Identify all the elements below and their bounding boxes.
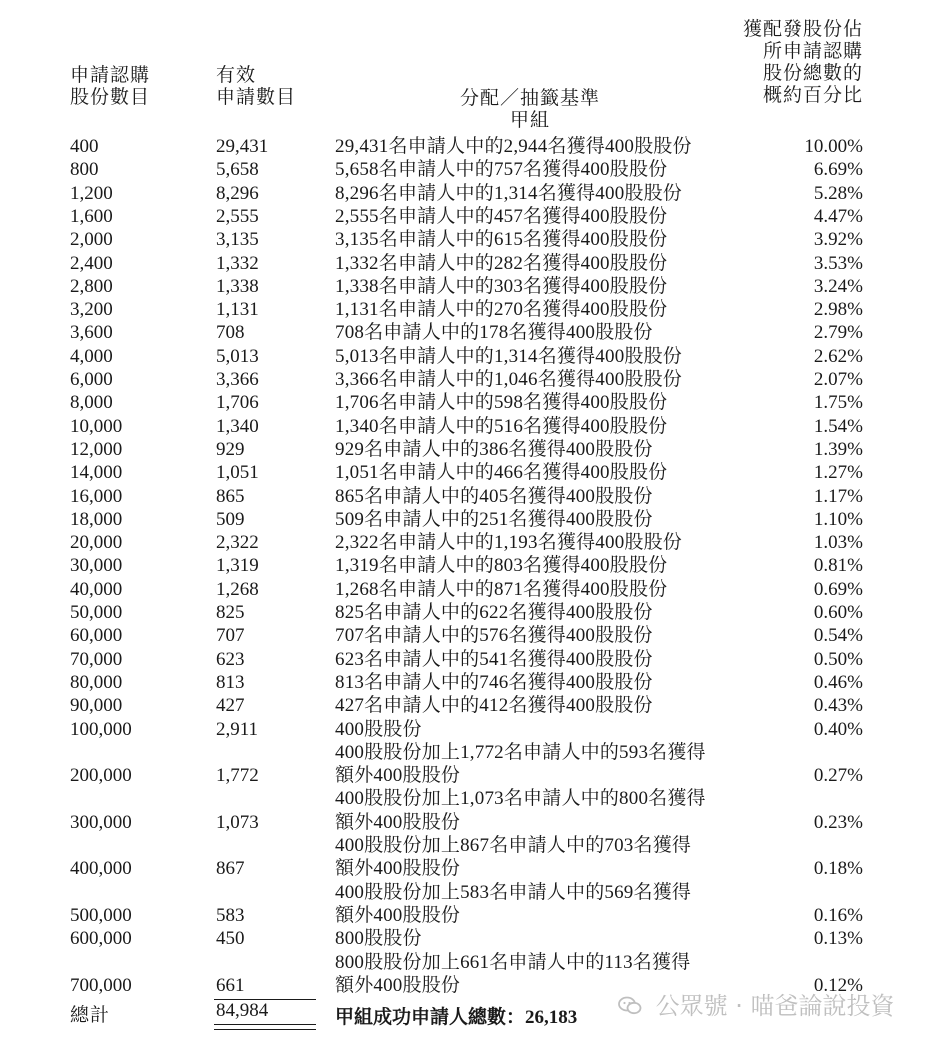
percentage-cell: 0.60% bbox=[813, 602, 863, 623]
allocation-basis-line: 29,431名申請人中的2,944名獲得400股股份 bbox=[335, 136, 692, 157]
shares-applied-cell: 50,000 bbox=[70, 602, 123, 623]
table-row bbox=[0, 554, 929, 577]
percentage-cell: 0.50% bbox=[813, 648, 863, 670]
valid-applications-cell: 3,135 bbox=[216, 229, 259, 251]
shares-applied-cell: 300,000 bbox=[70, 811, 132, 833]
valid-applications-cell: 5,658 bbox=[216, 159, 259, 181]
allocation-basis-line: 1,332名申請人中的282名獲得400股股份 bbox=[335, 252, 668, 274]
shares-applied-cell: 1,600 bbox=[70, 205, 113, 227]
percentage-cell: 4.47% bbox=[813, 205, 863, 227]
valid-applications-cell: 1,340 bbox=[216, 415, 259, 437]
allocation-basis-line: 708名申請人中的178名獲得400股股份 bbox=[335, 322, 653, 344]
percentage-cell: 2.07% bbox=[813, 369, 863, 390]
valid-applications-cell: 707 bbox=[216, 625, 245, 647]
table-row bbox=[0, 927, 929, 950]
table-row bbox=[0, 741, 929, 788]
total-successful-count: 26,183 bbox=[525, 1007, 578, 1028]
table-row bbox=[0, 415, 929, 438]
total-double-rule bbox=[214, 1029, 316, 1030]
allocation-basis-line: 400股股份加上1,073名申請人中的800名獲得 bbox=[335, 788, 706, 810]
table-row bbox=[0, 834, 929, 881]
header-line: 有效 bbox=[216, 64, 257, 86]
shares-applied-cell: 2,000 bbox=[70, 229, 113, 251]
valid-applications-cell: 1,268 bbox=[216, 578, 259, 600]
allocation-basis-line: 額外400股股份 bbox=[335, 904, 461, 926]
percentage-cell: 3.92% bbox=[813, 229, 863, 251]
group-label: 甲組 bbox=[510, 109, 551, 131]
allocation-basis-line: 5,658名申請人中的757名獲得400股股份 bbox=[335, 159, 668, 181]
shares-applied-cell: 500,000 bbox=[70, 904, 132, 926]
shares-applied-cell: 700,000 bbox=[70, 974, 132, 996]
shares-applied-cell: 30,000 bbox=[70, 555, 123, 577]
shares-applied-cell: 3,200 bbox=[70, 299, 113, 321]
shares-applied-cell: 90,000 bbox=[70, 695, 123, 717]
allocation-basis-line: 800股股份 bbox=[335, 928, 422, 950]
header-valid-applications bbox=[216, 64, 296, 108]
valid-applications-cell: 1,706 bbox=[216, 392, 259, 414]
percentage-cell: 5.28% bbox=[813, 182, 863, 204]
percentage-cell: 1.54% bbox=[813, 415, 863, 437]
valid-applications-cell: 1,131 bbox=[216, 299, 259, 321]
total-double-rule bbox=[214, 1024, 316, 1025]
shares-applied-cell: 2,400 bbox=[70, 252, 113, 274]
valid-applications-cell: 509 bbox=[216, 508, 245, 530]
table-row bbox=[0, 578, 929, 601]
total-label: 總計 bbox=[70, 1004, 111, 1026]
percentage-cell: 0.69% bbox=[813, 578, 863, 600]
header-line: 股份總數的 bbox=[762, 62, 863, 84]
table-row bbox=[0, 182, 929, 205]
table-row bbox=[0, 135, 929, 158]
shares-applied-cell: 200,000 bbox=[70, 765, 132, 787]
valid-applications-cell: 1,051 bbox=[216, 462, 259, 484]
shares-applied-cell: 18,000 bbox=[70, 508, 123, 530]
shares-applied-cell: 800 bbox=[70, 159, 99, 181]
percentage-cell: 0.43% bbox=[813, 695, 863, 717]
allocation-basis-line: 額外400股股份 bbox=[335, 811, 461, 833]
percentage-cell: 1.39% bbox=[813, 438, 863, 460]
header-line: 所申請認購 bbox=[762, 40, 863, 62]
shares-applied-cell: 8,000 bbox=[70, 392, 113, 414]
percentage-cell: 0.54% bbox=[813, 625, 863, 647]
valid-applications-cell: 929 bbox=[216, 438, 245, 460]
valid-applications-cell: 29,431 bbox=[216, 136, 269, 157]
table-row bbox=[0, 205, 929, 228]
allocation-basis-line: 400股股份加上867名申請人中的703名獲得 bbox=[335, 835, 692, 856]
table-row bbox=[0, 298, 929, 321]
valid-applications-cell: 1,073 bbox=[216, 811, 259, 833]
table-row bbox=[0, 461, 929, 484]
header-line: 申請認購 bbox=[70, 64, 151, 86]
allocation-basis-line: 額外400股股份 bbox=[335, 974, 461, 996]
header-line: 獲配發股份佔 bbox=[742, 18, 863, 40]
table-row bbox=[0, 601, 929, 624]
shares-applied-cell: 400 bbox=[70, 136, 99, 157]
wechat-icon bbox=[618, 995, 642, 1017]
table-row bbox=[0, 345, 929, 368]
table-row bbox=[0, 368, 929, 391]
shares-applied-cell: 14,000 bbox=[70, 462, 123, 484]
percentage-cell: 0.40% bbox=[813, 718, 863, 740]
header-line: 申請數目 bbox=[216, 86, 297, 108]
table-row bbox=[0, 881, 929, 928]
percentage-cell: 0.16% bbox=[813, 904, 863, 926]
allocation-basis-line: 865名申請人中的405名獲得400股股份 bbox=[335, 485, 653, 507]
percentage-cell: 1.10% bbox=[813, 508, 863, 530]
percentage-cell: 0.46% bbox=[813, 671, 863, 693]
percentage-cell: 10.00% bbox=[804, 136, 863, 157]
header-line: 概約百分比 bbox=[762, 84, 863, 106]
percentage-cell: 1.75% bbox=[813, 392, 863, 414]
percentage-cell: 2.79% bbox=[813, 322, 863, 344]
valid-applications-cell: 8,296 bbox=[216, 182, 259, 204]
allocation-basis-line: 1,340名申請人中的516名獲得400股股份 bbox=[335, 415, 668, 437]
percentage-cell: 3.24% bbox=[813, 275, 863, 297]
percentage-cell: 0.13% bbox=[813, 928, 863, 950]
table-row bbox=[0, 158, 929, 181]
shares-applied-cell: 60,000 bbox=[70, 625, 123, 647]
allocation-basis-line: 427名申請人中的412名獲得400股股份 bbox=[335, 695, 653, 717]
percentage-cell: 2.98% bbox=[813, 299, 863, 321]
allocation-basis-line: 400股股份 bbox=[335, 718, 422, 740]
shares-applied-cell: 100,000 bbox=[70, 718, 132, 740]
allocation-basis-line: 2,322名申請人中的1,193名獲得400股股份 bbox=[335, 532, 683, 554]
table-row bbox=[0, 438, 929, 461]
valid-applications-cell: 5,013 bbox=[216, 345, 259, 367]
valid-applications-cell: 2,911 bbox=[216, 718, 259, 740]
percentage-cell: 6.69% bbox=[813, 159, 863, 181]
valid-applications-cell: 867 bbox=[216, 858, 245, 880]
table-row bbox=[0, 321, 929, 344]
shares-applied-cell: 4,000 bbox=[70, 345, 113, 367]
total-applications: 84,984 bbox=[216, 1000, 269, 1021]
valid-applications-cell: 3,366 bbox=[216, 369, 259, 390]
table-row bbox=[0, 531, 929, 554]
percentage-cell: 0.27% bbox=[813, 765, 863, 787]
header-line: 股份數目 bbox=[70, 86, 151, 108]
table-row bbox=[0, 485, 929, 508]
allocation-basis-line: 1,338名申請人中的303名獲得400股股份 bbox=[335, 275, 668, 297]
allocation-basis-line: 額外400股股份 bbox=[335, 858, 461, 880]
header-line: 分配／抽籤基準 bbox=[460, 87, 601, 109]
shares-applied-cell: 1,200 bbox=[70, 182, 113, 204]
total-successful-label: 甲組成功申請人總數： bbox=[335, 1006, 526, 1028]
total-successful bbox=[335, 1002, 577, 1029]
valid-applications-cell: 623 bbox=[216, 648, 245, 670]
allocation-basis-line: 8,296名申請人中的1,314名獲得400股股份 bbox=[335, 182, 683, 204]
header-allocation-basis bbox=[460, 87, 600, 131]
header-percentage bbox=[743, 18, 863, 106]
allocation-basis-line: 3,366名申請人中的1,046名獲得400股股份 bbox=[335, 369, 683, 390]
allocation-basis-line: 800股股份加上661名申請人中的113名獲得 bbox=[335, 951, 691, 973]
shares-applied-cell: 40,000 bbox=[70, 578, 123, 600]
allocation-basis-line: 1,268名申請人中的871名獲得400股股份 bbox=[335, 578, 668, 600]
percentage-cell: 1.17% bbox=[813, 485, 863, 507]
percentage-cell: 0.18% bbox=[813, 858, 863, 880]
shares-applied-cell: 10,000 bbox=[70, 415, 123, 437]
valid-applications-cell: 1,332 bbox=[216, 252, 259, 274]
allocation-basis-line: 1,706名申請人中的598名獲得400股股份 bbox=[335, 392, 668, 414]
table-row bbox=[0, 624, 929, 647]
allocation-basis-line: 825名申請人中的622名獲得400股股份 bbox=[335, 602, 653, 623]
shares-applied-cell: 80,000 bbox=[70, 671, 123, 693]
allocation-basis-line: 額外400股股份 bbox=[335, 765, 461, 787]
table-row bbox=[0, 787, 929, 834]
table-row bbox=[0, 648, 929, 671]
allocation-basis-line: 813名申請人中的746名獲得400股股份 bbox=[335, 671, 653, 693]
allocation-basis-line: 929名申請人中的386名獲得400股股份 bbox=[335, 438, 653, 460]
shares-applied-cell: 2,800 bbox=[70, 275, 113, 297]
shares-applied-cell: 12,000 bbox=[70, 438, 123, 460]
valid-applications-cell: 450 bbox=[216, 928, 245, 950]
shares-applied-cell: 6,000 bbox=[70, 369, 113, 390]
valid-applications-cell: 2,555 bbox=[216, 205, 259, 227]
percentage-cell: 2.62% bbox=[813, 345, 863, 367]
valid-applications-cell: 661 bbox=[216, 974, 245, 996]
table-row bbox=[0, 671, 929, 694]
valid-applications-cell: 1,338 bbox=[216, 275, 259, 297]
percentage-cell: 0.12% bbox=[813, 974, 863, 996]
valid-applications-cell: 825 bbox=[216, 602, 245, 623]
valid-applications-cell: 427 bbox=[216, 695, 245, 717]
allocation-basis-line: 2,555名申請人中的457名獲得400股股份 bbox=[335, 205, 668, 227]
valid-applications-cell: 1,772 bbox=[216, 765, 259, 787]
allocation-basis-line: 400股股份加上1,772名申請人中的593名獲得 bbox=[335, 741, 706, 763]
percentage-cell: 1.27% bbox=[813, 462, 863, 484]
allocation-basis-line: 1,319名申請人中的803名獲得400股股份 bbox=[335, 555, 668, 577]
shares-applied-cell: 16,000 bbox=[70, 485, 123, 507]
shares-applied-cell: 70,000 bbox=[70, 648, 123, 670]
percentage-cell: 3.53% bbox=[813, 252, 863, 274]
table-row bbox=[0, 508, 929, 531]
valid-applications-cell: 1,319 bbox=[216, 555, 259, 577]
watermark bbox=[618, 986, 895, 1021]
percentage-cell: 1.03% bbox=[813, 532, 863, 554]
allocation-basis-line: 5,013名申請人中的1,314名獲得400股股份 bbox=[335, 345, 683, 367]
allocation-basis-line: 1,051名申請人中的466名獲得400股股份 bbox=[335, 462, 668, 484]
shares-applied-cell: 600,000 bbox=[70, 928, 132, 950]
shares-applied-cell: 3,600 bbox=[70, 322, 113, 344]
table-row bbox=[0, 228, 929, 251]
valid-applications-cell: 583 bbox=[216, 904, 245, 926]
table-row bbox=[0, 718, 929, 741]
allocation-basis-line: 707名申請人中的576名獲得400股股份 bbox=[335, 625, 653, 647]
percentage-cell: 0.23% bbox=[813, 811, 863, 833]
allocation-basis-line: 400股股份加上583名申請人中的569名獲得 bbox=[335, 881, 692, 903]
valid-applications-cell: 865 bbox=[216, 485, 245, 507]
allocation-basis-line: 3,135名申請人中的615名獲得400股股份 bbox=[335, 229, 668, 251]
percentage-cell: 0.81% bbox=[813, 555, 863, 577]
allocation-basis-line: 1,131名申請人中的270名獲得400股股份 bbox=[335, 299, 668, 321]
valid-applications-cell: 2,322 bbox=[216, 532, 259, 554]
table-row bbox=[0, 391, 929, 414]
header-shares-applied bbox=[70, 64, 150, 108]
allocation-basis-line: 509名申請人中的251名獲得400股股份 bbox=[335, 508, 653, 530]
valid-applications-cell: 708 bbox=[216, 322, 245, 344]
allocation-basis-line: 623名申請人中的541名獲得400股股份 bbox=[335, 648, 653, 670]
shares-applied-cell: 20,000 bbox=[70, 532, 123, 554]
shares-applied-cell: 400,000 bbox=[70, 858, 132, 880]
valid-applications-cell: 813 bbox=[216, 671, 245, 693]
watermark-text: 公眾號 · 喵爸論說投資 bbox=[655, 992, 895, 1020]
table-row bbox=[0, 694, 929, 717]
table-row bbox=[0, 275, 929, 298]
table-row bbox=[0, 252, 929, 275]
